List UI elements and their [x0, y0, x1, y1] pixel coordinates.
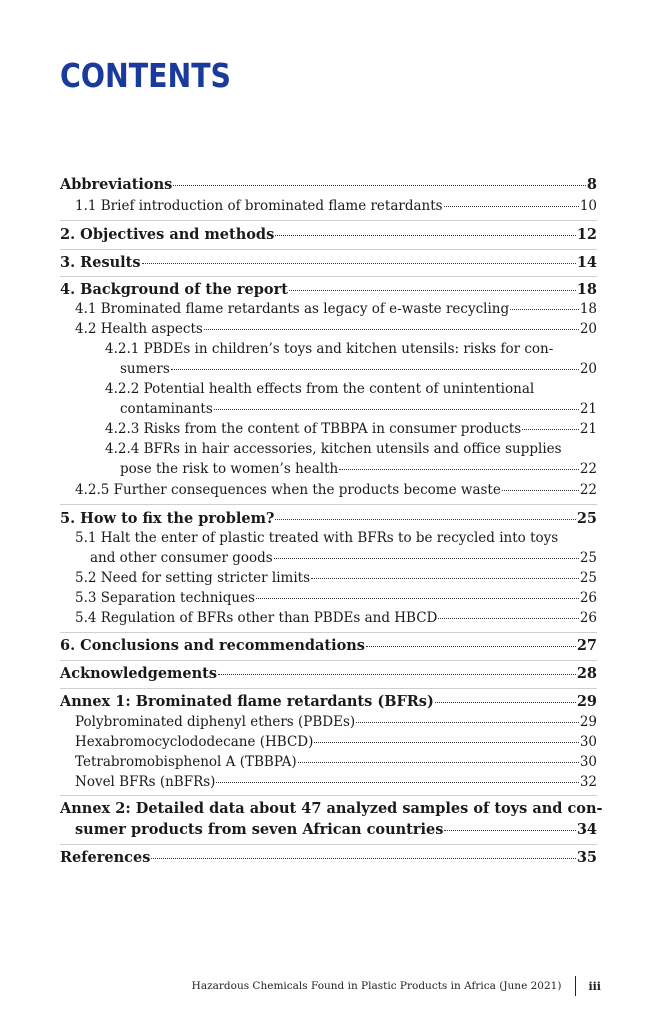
footer-divider — [575, 976, 576, 996]
toc-page-number: 29 — [579, 714, 597, 730]
toc-entry-title: 5.2 Need for setting stricter limits — [75, 570, 311, 586]
toc-entry-annex-2[interactable] — [75, 820, 597, 840]
toc-page-number: 18 — [579, 301, 597, 317]
toc-entry-title: Polybrominated diphenyl ethers (PBDEs) — [75, 714, 356, 730]
toc-entry-3[interactable] — [60, 253, 597, 273]
toc-entry-title: Tetrabromobisphenol A (TBBPA) — [75, 754, 297, 770]
toc-entry-5-2[interactable] — [75, 568, 597, 588]
toc-entry-tbbpa[interactable] — [75, 752, 597, 772]
toc-entry-references[interactable] — [60, 848, 597, 868]
toc-entry-title: 5. How to fix the problem? — [60, 510, 275, 527]
toc-entry-hbcd[interactable] — [75, 732, 597, 752]
toc-page-number: 35 — [576, 849, 597, 866]
divider — [60, 504, 597, 505]
toc-entry-4-2-1-line1[interactable]: 4.2.1 PBDEs in children’s toys and kitchen utensils: risks for con- — [105, 341, 554, 357]
toc-page-number: 30 — [579, 754, 597, 770]
divider — [60, 660, 597, 661]
toc-entry-title: 4.2.5 Further consequences when the products become waste — [75, 482, 501, 498]
toc-entry-title: Novel BFRs (nBFRs) — [75, 774, 216, 790]
toc-page-number: 12 — [576, 226, 597, 243]
toc-entry-6[interactable] — [60, 636, 597, 656]
toc-entry-5[interactable] — [60, 509, 597, 529]
toc-page-number: 21 — [579, 421, 597, 437]
toc-entry-4-2[interactable] — [75, 319, 597, 339]
toc-entry-4-2-5[interactable] — [75, 480, 597, 500]
toc-entry-title: 4.2 Health aspects — [75, 321, 203, 337]
toc-entry-title: 4.1 Brominated flame retardants as legacy of e-waste recycling — [75, 301, 510, 317]
divider — [60, 249, 597, 250]
toc-entry-title: sumers — [120, 361, 170, 377]
toc-entry-title: 4. Background of the report — [60, 281, 288, 298]
divider — [60, 632, 597, 633]
toc-entry-4-2-4-line1[interactable]: 4.2.4 BFRs in hair accessories, kitchen utensils and office supplies — [105, 441, 562, 457]
toc-page-number: 27 — [576, 637, 597, 654]
toc-entry-4-1[interactable] — [75, 299, 597, 319]
toc-entry-title: and other consumer goods — [90, 550, 273, 566]
toc-entry-title: 5.4 Regulation of BFRs other than PBDEs and HBCD — [75, 610, 438, 626]
toc-page-number: 14 — [576, 254, 597, 271]
divider — [60, 688, 597, 689]
toc-entry-title: Abbreviations — [60, 176, 173, 193]
page-footer — [192, 976, 601, 996]
footer-page-number: iii — [588, 979, 601, 993]
toc-entry-5-4[interactable] — [75, 608, 597, 628]
footer-title: Hazardous Chemicals Found in Plastic Products in Africa (June 2021) — [191, 980, 562, 992]
toc-page-number: 22 — [579, 482, 597, 498]
toc-entry-abbreviations[interactable] — [60, 175, 597, 195]
toc-entry-4[interactable] — [60, 280, 597, 300]
toc-entry-title: References — [60, 849, 151, 866]
toc-entry-4-2-2-line1[interactable]: 4.2.2 Potential health effects from the content of unintentional — [105, 381, 535, 397]
toc-page-number: 30 — [579, 734, 597, 750]
toc-page-number: 18 — [576, 281, 597, 298]
toc-page-number: 32 — [579, 774, 597, 790]
toc-entry-5-1-line1[interactable]: 5.1 Halt the enter of plastic treated with BFRs to be recycled into toys — [75, 530, 559, 546]
toc-page-number: 34 — [576, 821, 597, 838]
toc-entry-acknowledgements[interactable] — [60, 664, 597, 684]
divider — [60, 844, 597, 845]
toc-entry-4-2-3[interactable] — [105, 419, 597, 439]
toc-entry-annex-1[interactable] — [60, 692, 597, 712]
toc-entry-title: pose the risk to women’s health — [120, 461, 339, 477]
toc-entry-4-2-4[interactable] — [120, 459, 597, 479]
toc-page-number: 22 — [579, 461, 597, 477]
toc-entry-title: 4.2.3 Risks from the content of TBBPA in consumer products — [105, 421, 522, 437]
toc-entry-title: sumer products from seven African countries — [75, 821, 444, 838]
toc-page-number: 26 — [579, 610, 597, 626]
toc-page-number: 10 — [579, 198, 597, 214]
toc-entry-title: 1.1 Brief introduction of brominated flame retardants — [75, 198, 443, 214]
toc-page-number: 21 — [579, 401, 597, 417]
toc-page-number: 26 — [579, 590, 597, 606]
toc-entry-annex-2-line1[interactable]: Annex 2: Detailed data about 47 analyzed samples of toys and con- — [60, 800, 603, 817]
toc-page-number: 20 — [579, 321, 597, 337]
toc-entry-title: 6. Conclusions and recommendations — [60, 637, 365, 654]
toc-entry-title: Acknowledgements — [60, 665, 218, 682]
toc-entry-1-1[interactable] — [75, 196, 597, 216]
toc-entry-title: Hexabromocyclododecane (HBCD) — [75, 734, 314, 750]
toc-entry-4-2-2[interactable] — [120, 399, 597, 419]
toc-entry-pbdes[interactable] — [75, 712, 597, 732]
toc-page-number: 28 — [576, 665, 597, 682]
toc-entry-4-2-1[interactable] — [120, 359, 597, 379]
toc-entry-title: 3. Results — [60, 254, 141, 271]
toc-entry-nbfrs[interactable] — [75, 772, 597, 792]
toc-entry-title: Annex 1: Brominated flame retardants (BFRs) — [60, 693, 434, 710]
page-title: CONTENTS — [60, 56, 232, 95]
toc-entry-title: 2. Objectives and methods — [60, 226, 275, 243]
divider — [60, 220, 597, 221]
toc-entry-5-1[interactable] — [90, 548, 597, 568]
toc-page-number: 29 — [576, 693, 597, 710]
toc-entry-2[interactable] — [60, 225, 597, 245]
divider — [60, 276, 597, 277]
toc-entry-title: 5.3 Separation techniques — [75, 590, 255, 606]
toc-entry-title: contaminants — [120, 401, 213, 417]
toc-page-number: 20 — [579, 361, 597, 377]
divider — [60, 795, 597, 796]
toc-page-number: 8 — [586, 176, 597, 193]
toc-page-number: 25 — [579, 550, 597, 566]
toc-page-number: 25 — [576, 510, 597, 527]
toc-entry-5-3[interactable] — [75, 588, 597, 608]
toc-page-number: 25 — [579, 570, 597, 586]
